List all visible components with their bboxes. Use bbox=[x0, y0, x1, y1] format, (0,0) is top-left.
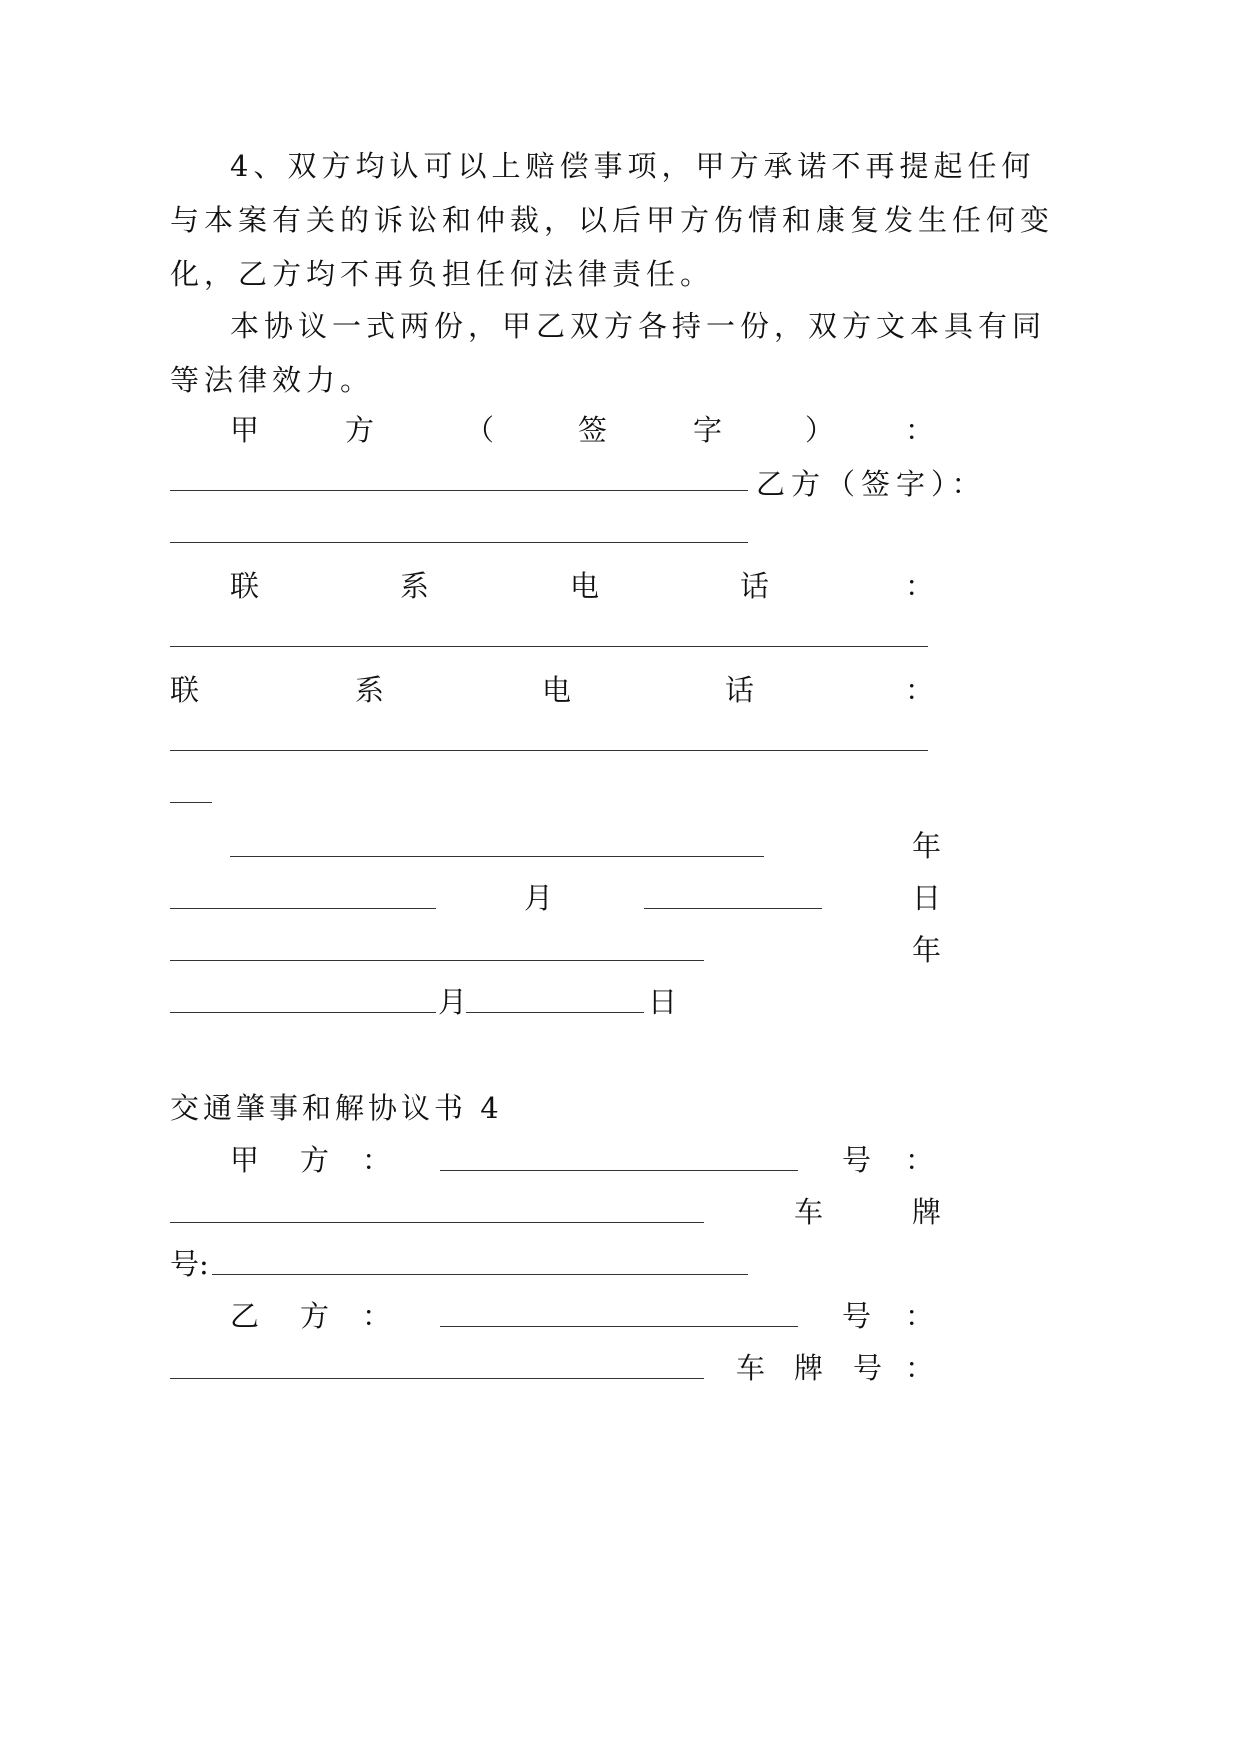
phone-a-char: ： bbox=[905, 569, 935, 603]
party-a-number-colon: ： bbox=[905, 1143, 935, 1177]
party-a-char: 甲 bbox=[230, 1143, 260, 1177]
phone-b-char: 联 bbox=[170, 673, 200, 707]
sign-a-char: 签 bbox=[578, 413, 608, 447]
sign-a-char: ） bbox=[805, 413, 835, 447]
phone-line-b bbox=[170, 750, 928, 751]
party-b-char: ： bbox=[362, 1299, 392, 1333]
copies-clause-line-1: 本协议一式两份，甲乙双方各持一份，双方文本具有同 bbox=[230, 309, 1047, 343]
date-b-year: 年 bbox=[912, 933, 942, 967]
party-b-char: 方 bbox=[300, 1299, 330, 1333]
party-a-plate-char: 车 bbox=[794, 1195, 824, 1229]
party-b-plate-char: 牌 bbox=[794, 1351, 824, 1385]
date-b-day-line bbox=[466, 1012, 644, 1013]
clause-4-line-3: 化，乙方均不再负担任何法律责任。 bbox=[170, 257, 715, 291]
signature-line-a bbox=[170, 490, 748, 491]
party-b-char: 乙 bbox=[230, 1299, 260, 1333]
date-a-day-line bbox=[644, 908, 822, 909]
party-a-name-line bbox=[440, 1170, 798, 1171]
date-b-year-line bbox=[170, 960, 704, 961]
clause-4-line-1: 4、双方均认可以上赔偿事项，甲方承诺不再提起任何 bbox=[230, 149, 1036, 183]
party-b-number-label: 号 bbox=[842, 1299, 872, 1333]
sign-a-char: ： bbox=[905, 413, 935, 447]
section-title: 交通肇事和解协议书 4 bbox=[170, 1091, 503, 1125]
phone-b-char: 电 bbox=[542, 673, 572, 707]
party-b-number-colon: ： bbox=[905, 1299, 935, 1333]
phone-b-char: ： bbox=[905, 673, 935, 707]
party-a-char: ： bbox=[362, 1143, 392, 1177]
party-b-signature-label: 乙方（签字）： bbox=[756, 467, 987, 501]
date-b-month-line bbox=[170, 1012, 436, 1013]
party-a-number-line bbox=[170, 1222, 704, 1223]
party-b-plate-char: 号 bbox=[853, 1351, 883, 1385]
signature-line-b bbox=[170, 542, 748, 543]
date-a-month: 月 bbox=[524, 881, 554, 915]
phone-a-char: 系 bbox=[400, 569, 430, 603]
copies-clause-line-2: 等法律效力。 bbox=[170, 363, 375, 397]
phone-line-a bbox=[170, 646, 928, 647]
sign-a-char: 方 bbox=[345, 413, 375, 447]
phone-b-char: 话 bbox=[725, 673, 755, 707]
date-b-month: 月 bbox=[438, 985, 468, 1019]
phone-a-char: 联 bbox=[230, 569, 260, 603]
sign-a-char: 甲 bbox=[230, 413, 260, 447]
clause-4-line-2: 与本案有关的诉讼和仲裁，以后甲方伤情和康复发生任何变 bbox=[170, 203, 1055, 237]
party-b-plate-char: ： bbox=[905, 1351, 935, 1385]
phone-line-b-cont bbox=[170, 802, 212, 803]
date-a-year-line bbox=[230, 856, 764, 857]
phone-a-char: 电 bbox=[570, 569, 600, 603]
party-a-plate-line bbox=[212, 1274, 748, 1275]
party-b-plate-char: 车 bbox=[736, 1351, 766, 1385]
party-a-char: 方 bbox=[300, 1143, 330, 1177]
party-a-plate-char: 牌 bbox=[912, 1195, 942, 1229]
party-a-number-label: 号 bbox=[842, 1143, 872, 1177]
phone-a-char: 话 bbox=[740, 569, 770, 603]
date-a-year: 年 bbox=[912, 829, 942, 863]
date-a-day: 日 bbox=[912, 881, 942, 915]
date-a-month-line bbox=[170, 908, 436, 909]
sign-a-char: （ bbox=[465, 413, 495, 447]
party-a-plate-label: 号: bbox=[170, 1247, 209, 1281]
date-b-day: 日 bbox=[648, 985, 678, 1019]
phone-b-char: 系 bbox=[355, 673, 385, 707]
party-b-name-line bbox=[440, 1326, 798, 1327]
party-b-number-line bbox=[170, 1378, 704, 1379]
sign-a-char: 字 bbox=[693, 413, 723, 447]
